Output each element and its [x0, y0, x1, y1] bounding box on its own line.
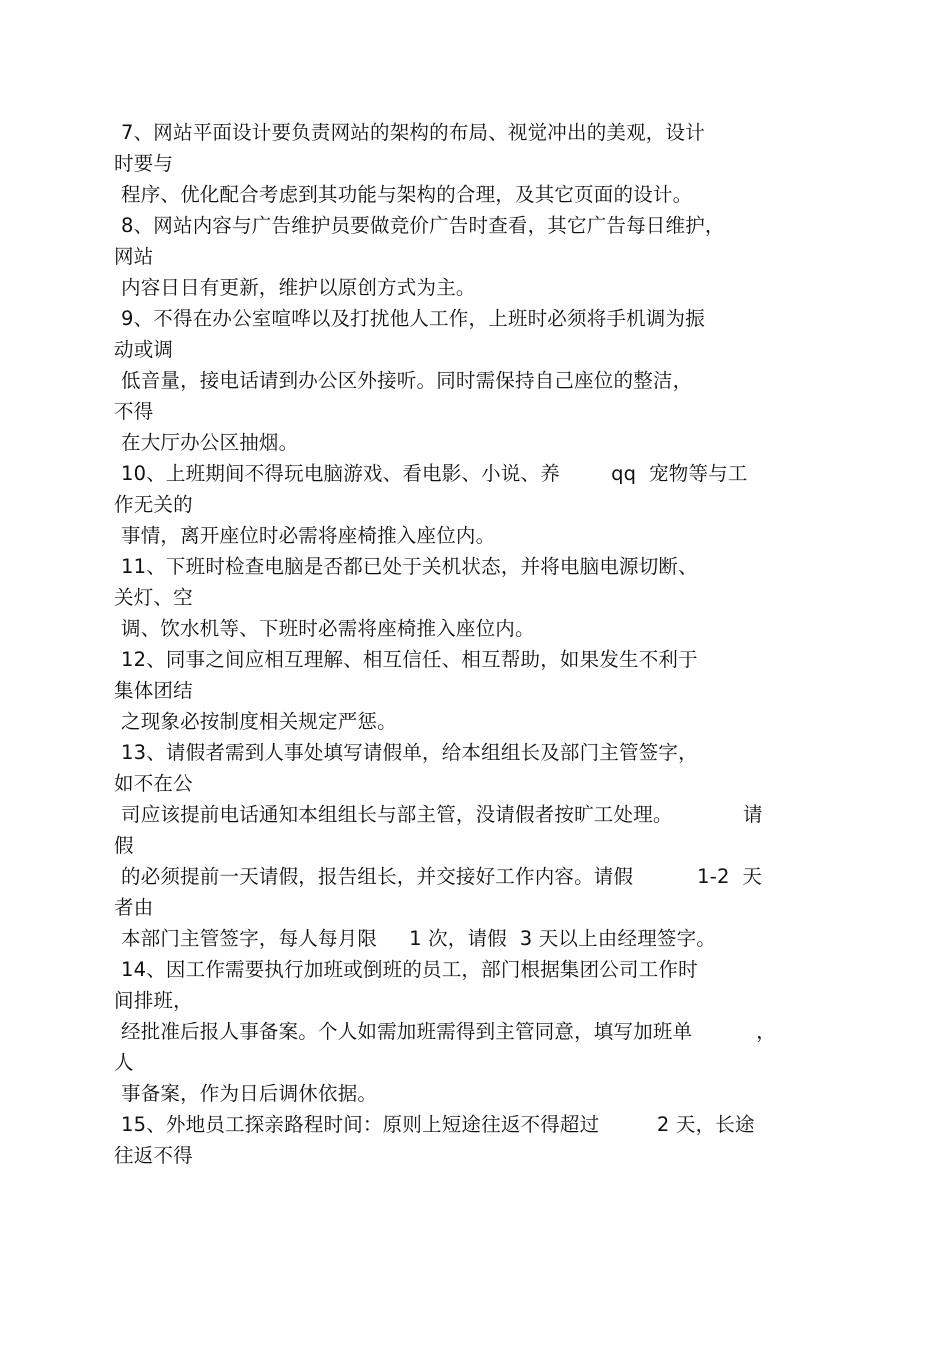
- text-line: 事备案，作为日后调休依据。: [121, 1082, 378, 1105]
- text-line: 往返不得: [114, 1144, 193, 1167]
- text-line: 者由: [114, 896, 154, 919]
- text-line: 之现象必按制度相关规定严惩。: [121, 710, 397, 733]
- text-line: 11、下班时检查电脑是否都已处于关机状态，并将电脑电源切断、: [121, 555, 698, 578]
- text-line: 关灯、空: [114, 586, 193, 609]
- text-line: 作无关的: [114, 493, 193, 516]
- text-line: 内容日日有更新，维护以原创方式为主。: [121, 276, 476, 299]
- text-line: 不得: [114, 400, 154, 423]
- text-line: 时要与: [114, 152, 174, 175]
- text-line: 如不在公: [114, 772, 193, 795]
- text-line: 本部门主管签字，每人每月限 1 次，请假 3 天以上由经理签字。: [121, 927, 716, 950]
- text-line: 事情，离开座位时必需将座椅推入座位内。: [121, 524, 496, 547]
- text-line: 经批准后报人事备案。个人如需加班需得到主管同意，填写加班单 ，: [121, 1020, 776, 1043]
- text-line: 13、请假者需到人事处填写请假单，给本组组长及部门主管签字，: [121, 741, 698, 764]
- text-line: 14、因工作需要执行加班或倒班的员工，部门根据集团公司工作时: [121, 958, 698, 981]
- text-line: 15、外地员工探亲路程时间：原则上短途往返不得超过 2 天，长途: [121, 1113, 755, 1136]
- text-line: 人: [114, 1051, 134, 1074]
- text-line: 调、饮水机等、下班时必需将座椅推入座位内。: [121, 617, 535, 640]
- text-line: 假: [114, 834, 134, 857]
- text-line: 9、不得在办公室喧哗以及打扰他人工作，上班时必须将手机调为振: [121, 307, 705, 330]
- text-line: 程序、优化配合考虑到其功能与架构的合理，及其它页面的设计。: [121, 183, 693, 206]
- text-line: 在大厅办公区抽烟。: [121, 431, 299, 454]
- text-line: 的必须提前一天请假，报告组长，并交接好工作内容。请假 1-2 天: [121, 865, 763, 888]
- text-line: 低音量，接电话请到办公区外接听。同时需保持自己座位的整洁，: [121, 369, 693, 392]
- text-line: 7、网站平面设计要负责网站的架构的布局、视觉冲出的美观，设计: [121, 121, 705, 144]
- text-line: 12、同事之间应相互理解、相互信任、相互帮助，如果发生不利于: [121, 648, 698, 671]
- text-line: 动或调: [114, 338, 174, 361]
- text-line: 8、网站内容与广告维护员要做竞价广告时查看，其它广告每日维护，: [121, 214, 725, 237]
- text-line: 集体团结: [114, 679, 193, 702]
- text-line: 网站: [114, 245, 154, 268]
- text-line: 司应该提前电话通知本组组长与部主管，没请假者按旷工处理。 请: [121, 803, 763, 826]
- text-line: 10、上班期间不得玩电脑游戏、看电影、小说、养 qq 宠物等与工: [121, 462, 748, 485]
- text-line: 间排班，: [114, 989, 193, 1012]
